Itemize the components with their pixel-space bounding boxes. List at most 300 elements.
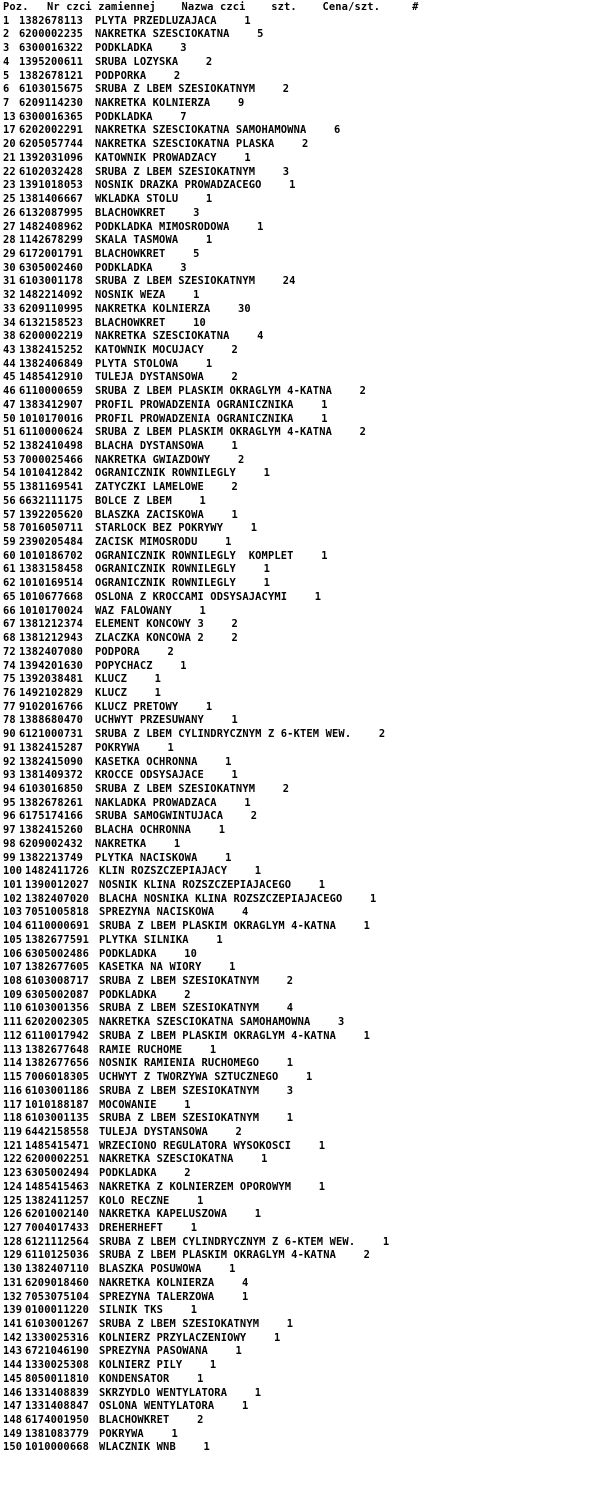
part-name: NAKRETKA SZESCIOKATNA SAMOHAMOWNA bbox=[99, 1016, 337, 1029]
part-quantity: 3 bbox=[180, 42, 187, 55]
part-number: 6209002432 bbox=[19, 837, 84, 850]
part-number: 7004017433 bbox=[25, 1221, 90, 1234]
part-number: 6209110995 bbox=[19, 302, 84, 315]
position-number: 3 bbox=[3, 42, 10, 55]
part-quantity: 30 bbox=[237, 302, 251, 315]
part-quantity: 2 bbox=[363, 1249, 371, 1262]
part-number: 6300016365 bbox=[19, 110, 84, 123]
column-header-row bbox=[3, 1, 611, 15]
position-number: 56 bbox=[3, 494, 16, 507]
part-number: 8050011810 bbox=[25, 1372, 90, 1385]
position-number: 4 bbox=[3, 55, 10, 68]
position-number: 28 bbox=[3, 234, 16, 247]
list-item bbox=[3, 1332, 611, 1346]
part-name: UCHWYT PRZESUWANY bbox=[95, 714, 230, 727]
position-number: 57 bbox=[3, 508, 16, 521]
list-item bbox=[3, 522, 611, 536]
part-number: 1010000668 bbox=[25, 1441, 90, 1454]
list-item bbox=[3, 536, 611, 550]
part-quantity: 1 bbox=[254, 1386, 262, 1399]
position-number: 126 bbox=[3, 1208, 23, 1221]
part-name: MOCOWANIE bbox=[99, 1098, 183, 1111]
list-item bbox=[3, 1085, 611, 1099]
position-number: 34 bbox=[3, 316, 16, 329]
part-quantity: 1 bbox=[286, 1112, 294, 1125]
position-number: 100 bbox=[3, 865, 23, 878]
part-quantity: 1 bbox=[363, 920, 371, 933]
position-number: 104 bbox=[3, 920, 23, 933]
position-number: 1 bbox=[3, 14, 10, 27]
position-number: 66 bbox=[3, 604, 16, 617]
part-number: 6110017942 bbox=[25, 1029, 90, 1042]
position-number: 50 bbox=[3, 412, 16, 425]
list-item bbox=[3, 961, 611, 975]
list-item bbox=[3, 1030, 611, 1044]
part-quantity: 2 bbox=[250, 810, 258, 823]
position-number: 95 bbox=[3, 796, 16, 809]
position-number: 75 bbox=[3, 673, 16, 686]
part-quantity: 1 bbox=[190, 1304, 198, 1317]
part-quantity: 1 bbox=[229, 1263, 236, 1276]
list-item bbox=[3, 56, 611, 70]
list-item bbox=[3, 783, 611, 797]
part-name: KOLNIERZ PILY bbox=[99, 1359, 208, 1372]
parts-list bbox=[3, 15, 611, 1455]
part-name: BLACHOWKRET bbox=[95, 247, 192, 260]
part-quantity: 4 bbox=[257, 330, 264, 343]
part-quantity: 1 bbox=[241, 1290, 249, 1303]
list-item bbox=[3, 756, 611, 770]
list-item bbox=[3, 879, 611, 893]
part-number: 6175174166 bbox=[19, 810, 84, 823]
part-quantity: 1 bbox=[318, 1139, 326, 1152]
list-item bbox=[3, 1249, 611, 1263]
part-name: NAKRETKA KAPELUSZOWA bbox=[99, 1208, 253, 1221]
list-item bbox=[3, 975, 611, 989]
part-quantity: 1 bbox=[193, 289, 200, 302]
list-item bbox=[3, 1167, 611, 1181]
position-number: 148 bbox=[3, 1414, 23, 1427]
part-number: 1382677591 bbox=[25, 933, 90, 946]
part-quantity: 2 bbox=[235, 1125, 242, 1138]
part-name: NOSNIK RAMIENIA RUCHOMEGO bbox=[99, 1057, 285, 1070]
part-quantity: 1 bbox=[305, 1071, 313, 1084]
part-number: 1390012027 bbox=[25, 879, 90, 891]
position-number: 45 bbox=[3, 371, 16, 384]
part-name: NAKRETKA GWIAZDOWY bbox=[95, 453, 236, 466]
list-item bbox=[3, 838, 611, 852]
position-number: 125 bbox=[3, 1194, 23, 1207]
part-number: 6172001791 bbox=[19, 247, 84, 260]
part-number: 1382415252 bbox=[19, 343, 84, 356]
position-number: 72 bbox=[3, 645, 16, 658]
list-item bbox=[3, 605, 611, 619]
part-quantity: 1 bbox=[154, 673, 162, 686]
part-number: 6102032428 bbox=[19, 165, 84, 178]
part-quantity: 24 bbox=[282, 275, 296, 288]
position-number: 33 bbox=[3, 302, 16, 315]
part-name: ZLACZKA KONCOWA 2 bbox=[95, 632, 230, 645]
part-number: 6305002460 bbox=[19, 261, 84, 274]
part-number: 6103001178 bbox=[19, 275, 84, 288]
part-quantity: 1 bbox=[321, 412, 328, 425]
part-number: 1482411726 bbox=[25, 865, 90, 878]
part-quantity: 1 bbox=[370, 892, 377, 905]
part-name: KOLNIERZ PRZYLACZENIOWY bbox=[99, 1331, 272, 1344]
part-number: 1382678261 bbox=[19, 796, 84, 809]
part-quantity: 1 bbox=[209, 1359, 217, 1372]
part-name: NAKRETKA bbox=[95, 837, 172, 850]
list-item bbox=[3, 399, 611, 413]
part-quantity: 1 bbox=[263, 577, 270, 590]
part-number: 6305002087 bbox=[25, 988, 90, 1001]
position-number: 76 bbox=[3, 686, 16, 699]
part-name: ZATYCZKI LAMELOWE bbox=[95, 481, 230, 494]
part-name: SPREZYNA TALERZOWA bbox=[99, 1290, 240, 1303]
part-number: 6202002305 bbox=[25, 1016, 90, 1029]
part-name: PLYTA PRZEDLUZAJACA bbox=[95, 14, 243, 27]
part-number: 1382410498 bbox=[19, 440, 84, 452]
list-item bbox=[3, 810, 611, 824]
part-quantity: 1 bbox=[209, 1043, 217, 1056]
part-quantity: 1 bbox=[197, 1194, 204, 1207]
part-name: PODKLADKA MIMOSRODOWA bbox=[95, 220, 256, 233]
position-number: 58 bbox=[3, 522, 16, 535]
part-quantity: 1 bbox=[318, 1180, 326, 1193]
part-name: BLACHA OCHRONNA bbox=[95, 824, 217, 837]
part-quantity: 2 bbox=[282, 83, 290, 96]
part-quantity: 2 bbox=[282, 782, 290, 795]
part-quantity: 7 bbox=[180, 110, 187, 123]
position-number: 132 bbox=[3, 1290, 23, 1303]
part-quantity: 2 bbox=[378, 728, 386, 741]
position-number: 119 bbox=[3, 1125, 23, 1138]
part-name: STARLOCK BEZ POKRYWY bbox=[95, 522, 249, 535]
part-number: 1382415287 bbox=[19, 741, 84, 754]
list-item bbox=[3, 660, 611, 674]
part-number: 1482408962 bbox=[19, 220, 84, 233]
part-number: 1392205620 bbox=[19, 508, 84, 521]
column-header-poz: Poz. bbox=[3, 1, 29, 13]
part-number: 6103015675 bbox=[19, 83, 84, 96]
part-quantity: 1 bbox=[244, 796, 251, 809]
position-number: 130 bbox=[3, 1263, 23, 1276]
part-quantity: 1 bbox=[205, 234, 213, 247]
part-quantity: 2 bbox=[205, 55, 213, 68]
part-number: 7000025466 bbox=[19, 453, 84, 466]
position-number: 7 bbox=[3, 97, 10, 110]
list-item bbox=[3, 742, 611, 756]
position-number: 103 bbox=[3, 906, 23, 919]
list-item bbox=[3, 262, 611, 276]
part-quantity: 2 bbox=[301, 138, 309, 151]
part-number: 1381212943 bbox=[19, 632, 84, 645]
part-name: PROFIL PROWADZENIA OGRANICZNIKA bbox=[95, 412, 320, 425]
part-name: PODPORA bbox=[95, 645, 166, 658]
part-name: OGRANICZNIK ROWNILEGLY bbox=[95, 467, 262, 480]
position-number: 5 bbox=[3, 69, 10, 82]
part-name: BLACHA DYSTANSOWA bbox=[95, 440, 230, 452]
part-name: NAKRETKA SZESCIOKATNA bbox=[99, 1153, 260, 1166]
position-number: 62 bbox=[3, 577, 16, 590]
position-number: 144 bbox=[3, 1359, 23, 1372]
part-quantity: 1 bbox=[321, 549, 328, 562]
part-number: 1394201630 bbox=[19, 659, 84, 672]
part-quantity: 1 bbox=[254, 1208, 262, 1221]
part-quantity: 1 bbox=[225, 755, 232, 768]
part-name: TULEJA DYSTANSOWA bbox=[99, 1125, 234, 1138]
part-number: 1391018053 bbox=[19, 179, 84, 192]
part-name: PLYTKA SILNIKA bbox=[99, 933, 215, 946]
part-number: 6200002235 bbox=[19, 28, 84, 41]
list-item bbox=[3, 15, 611, 29]
list-item bbox=[3, 893, 611, 907]
part-name: KASETKA OCHRONNA bbox=[95, 755, 224, 768]
list-item bbox=[3, 303, 611, 317]
part-quantity: 2 bbox=[231, 481, 238, 494]
list-item bbox=[3, 1208, 611, 1222]
part-quantity: 1 bbox=[197, 1372, 204, 1385]
list-item bbox=[3, 1400, 611, 1414]
position-number: 90 bbox=[3, 728, 16, 741]
part-name: KLUCZ bbox=[95, 673, 153, 686]
part-name: PODKLADKA bbox=[99, 988, 183, 1001]
position-number: 59 bbox=[3, 536, 16, 549]
position-number: 116 bbox=[3, 1084, 23, 1097]
part-quantity: 1 bbox=[231, 440, 238, 452]
part-name: PODKLADKA bbox=[99, 1167, 183, 1180]
list-item bbox=[3, 509, 611, 523]
part-number: 6205057744 bbox=[19, 138, 84, 151]
parts-list-document bbox=[3, 1, 611, 1455]
position-number: 61 bbox=[3, 563, 16, 576]
position-number: 96 bbox=[3, 810, 16, 823]
part-name: SRUBA Z LBEM SZESIOKATNYM bbox=[99, 1084, 285, 1097]
list-item bbox=[3, 83, 611, 97]
part-quantity: 1 bbox=[231, 714, 238, 727]
list-item bbox=[3, 1359, 611, 1373]
part-quantity: 1 bbox=[184, 1098, 191, 1111]
position-number: 149 bbox=[3, 1427, 23, 1440]
part-quantity: 1 bbox=[244, 14, 251, 27]
position-number: 67 bbox=[3, 618, 16, 631]
part-name: NAKRETKA SZESCIOKATNA SAMOHAMOWNA bbox=[95, 124, 333, 137]
part-number: 1485412910 bbox=[19, 371, 84, 384]
part-number: 6132087995 bbox=[19, 206, 84, 219]
position-number: 94 bbox=[3, 782, 16, 795]
part-number: 7006018305 bbox=[25, 1071, 90, 1084]
list-item bbox=[3, 632, 611, 646]
list-item bbox=[3, 1195, 611, 1209]
position-number: 22 bbox=[3, 165, 16, 178]
part-number: 6103001267 bbox=[25, 1318, 90, 1330]
list-item bbox=[3, 769, 611, 783]
part-quantity: 1 bbox=[229, 961, 236, 974]
part-quantity: 2 bbox=[184, 1167, 191, 1180]
list-item bbox=[3, 371, 611, 385]
part-name: SRUBA Z LBEM PLASKIM OKRAGLYM 4-KATNA bbox=[99, 1029, 362, 1042]
part-quantity: 1 bbox=[314, 590, 322, 603]
part-name: SRUBA Z LBEM SZESIOKATNYM bbox=[95, 165, 281, 178]
part-name: SRUBA Z LBEM SZESIOKATNYM bbox=[95, 275, 281, 288]
list-item bbox=[3, 275, 611, 289]
part-number: 6632111175 bbox=[19, 494, 84, 507]
list-item bbox=[3, 1016, 611, 1030]
part-number: 1482214092 bbox=[19, 289, 84, 302]
list-item bbox=[3, 948, 611, 962]
part-number: 1010170016 bbox=[19, 412, 84, 425]
part-name: POPYCHACZ bbox=[95, 659, 179, 672]
position-number: 44 bbox=[3, 357, 16, 370]
part-quantity: 2 bbox=[173, 69, 181, 82]
part-quantity: 4 bbox=[241, 906, 249, 919]
part-number: 6209114230 bbox=[19, 97, 84, 110]
position-number: 60 bbox=[3, 549, 16, 562]
position-number: 46 bbox=[3, 385, 16, 398]
position-number: 6 bbox=[3, 83, 10, 96]
position-number: 54 bbox=[3, 467, 16, 480]
part-name: SKRZYDLO WENTYLATORA bbox=[99, 1386, 253, 1399]
part-quantity: 1 bbox=[250, 522, 258, 535]
part-name: NOSNIK DRAZKA PROWADZACEGO bbox=[95, 179, 288, 192]
part-name: WKLADKA STOLU bbox=[95, 193, 204, 206]
part-quantity: 4 bbox=[241, 1276, 249, 1289]
list-item bbox=[3, 1414, 611, 1428]
part-name: OGRANICZNIK ROWNILEGLY bbox=[95, 563, 262, 576]
part-quantity: 1 bbox=[286, 1057, 294, 1070]
position-number: 112 bbox=[3, 1029, 23, 1042]
list-item bbox=[3, 618, 611, 632]
part-number: 1382677648 bbox=[25, 1043, 90, 1056]
part-number: 6202002291 bbox=[19, 124, 84, 137]
position-number: 111 bbox=[3, 1016, 23, 1029]
position-number: 114 bbox=[3, 1057, 23, 1070]
list-item bbox=[3, 1277, 611, 1291]
part-name: BLACHOWKRET bbox=[95, 316, 192, 329]
part-name: SRUBA Z LBEM CYLINDRYCZNYM Z 6-KTEM WEW. bbox=[95, 728, 377, 741]
list-item bbox=[3, 906, 611, 920]
part-number: 1382411257 bbox=[25, 1194, 90, 1207]
part-name: SRUBA LOZYSKA bbox=[95, 55, 204, 68]
list-item bbox=[3, 440, 611, 454]
part-number: 6300016322 bbox=[19, 42, 84, 55]
position-number: 122 bbox=[3, 1153, 23, 1166]
part-quantity: 1 bbox=[363, 1029, 371, 1042]
list-item bbox=[3, 289, 611, 303]
part-number: 6110125036 bbox=[25, 1249, 90, 1262]
position-number: 31 bbox=[3, 275, 16, 288]
part-number: 6201002140 bbox=[25, 1208, 90, 1221]
position-number: 93 bbox=[3, 769, 16, 782]
column-header-rest: Nr czci zamiennej Nazwa czci szt. Cena/szt. # bbox=[47, 1, 419, 13]
part-quantity: 1 bbox=[199, 494, 206, 507]
list-item bbox=[3, 166, 611, 180]
part-number: 1485415463 bbox=[25, 1180, 90, 1193]
list-item bbox=[3, 1153, 611, 1167]
position-number: 105 bbox=[3, 933, 23, 946]
part-name: NOSNIK KLINA ROZSZCZEPIAJACEGO bbox=[99, 879, 317, 891]
list-item bbox=[3, 426, 611, 440]
position-number: 74 bbox=[3, 659, 16, 672]
part-name: SRUBA Z LBEM PLASKIM OKRAGLYM 4-KATNA bbox=[95, 385, 358, 398]
list-item bbox=[3, 330, 611, 344]
part-name: KROCCE ODSYSAJACE bbox=[95, 769, 230, 782]
position-number: 145 bbox=[3, 1372, 23, 1385]
position-number: 23 bbox=[3, 179, 16, 192]
position-number: 118 bbox=[3, 1112, 23, 1125]
part-quantity: 1 bbox=[273, 1331, 281, 1344]
list-item bbox=[3, 221, 611, 235]
part-name: SRUBA Z LBEM SZESIOKATNYM bbox=[95, 83, 281, 96]
part-name: SPREZYNA NACISKOWA bbox=[99, 906, 240, 919]
list-item bbox=[3, 550, 611, 564]
part-name: KLIN ROZSZCZEPIAJACY bbox=[99, 865, 253, 878]
part-number: 6103008717 bbox=[25, 975, 90, 988]
part-quantity: 3 bbox=[286, 1084, 294, 1097]
part-quantity: 1 bbox=[173, 837, 181, 850]
part-quantity: 1 bbox=[231, 769, 238, 782]
part-quantity: 1 bbox=[180, 659, 187, 672]
part-quantity: 1 bbox=[263, 467, 270, 480]
part-quantity: 1 bbox=[203, 1441, 210, 1454]
list-item bbox=[3, 152, 611, 166]
part-quantity: 1 bbox=[199, 604, 206, 617]
part-number: 1382407110 bbox=[25, 1263, 90, 1276]
part-quantity: 1 bbox=[225, 851, 232, 864]
part-number: 1382415260 bbox=[19, 824, 84, 837]
part-number: 6174001950 bbox=[25, 1414, 90, 1427]
list-item bbox=[3, 687, 611, 701]
part-name: BLACHA NOSNIKA KLINA ROZSZCZEPIAJACEGO bbox=[99, 892, 369, 905]
list-item bbox=[3, 344, 611, 358]
part-number: 1010677668 bbox=[19, 590, 84, 603]
part-number: 1388680470 bbox=[19, 714, 84, 727]
position-number: 106 bbox=[3, 947, 23, 960]
list-item bbox=[3, 467, 611, 481]
position-number: 38 bbox=[3, 330, 16, 343]
part-name: BOLCE Z LBEM bbox=[95, 494, 198, 507]
part-number: 6200002251 bbox=[25, 1153, 90, 1166]
position-number: 102 bbox=[3, 892, 23, 905]
list-item bbox=[3, 797, 611, 811]
list-item bbox=[3, 1222, 611, 1236]
part-quantity: 10 bbox=[184, 947, 198, 960]
part-name: PLYTA STOLOWA bbox=[95, 357, 204, 370]
position-number: 92 bbox=[3, 755, 16, 768]
part-quantity: 1 bbox=[321, 398, 328, 411]
position-number: 117 bbox=[3, 1098, 23, 1111]
list-item bbox=[3, 111, 611, 125]
position-number: 123 bbox=[3, 1167, 23, 1180]
list-item bbox=[3, 673, 611, 687]
part-number: 1382415090 bbox=[19, 755, 84, 768]
part-quantity: 1 bbox=[257, 220, 264, 233]
list-item bbox=[3, 179, 611, 193]
part-quantity: 2 bbox=[231, 632, 238, 645]
list-item bbox=[3, 577, 611, 591]
part-quantity: 1 bbox=[216, 933, 223, 946]
part-number: 1381169541 bbox=[19, 481, 84, 494]
position-number: 26 bbox=[3, 206, 16, 219]
list-item bbox=[3, 454, 611, 468]
part-name: PROFIL PROWADZENIA OGRANICZNIKA bbox=[95, 398, 320, 411]
part-quantity: 1 bbox=[205, 357, 213, 370]
part-name: SRUBA SAMOGWINTUJACA bbox=[95, 810, 249, 823]
part-number: 6200002219 bbox=[19, 330, 84, 343]
position-number: 27 bbox=[3, 220, 16, 233]
list-item bbox=[3, 28, 611, 42]
part-number: 1381083779 bbox=[25, 1427, 90, 1440]
